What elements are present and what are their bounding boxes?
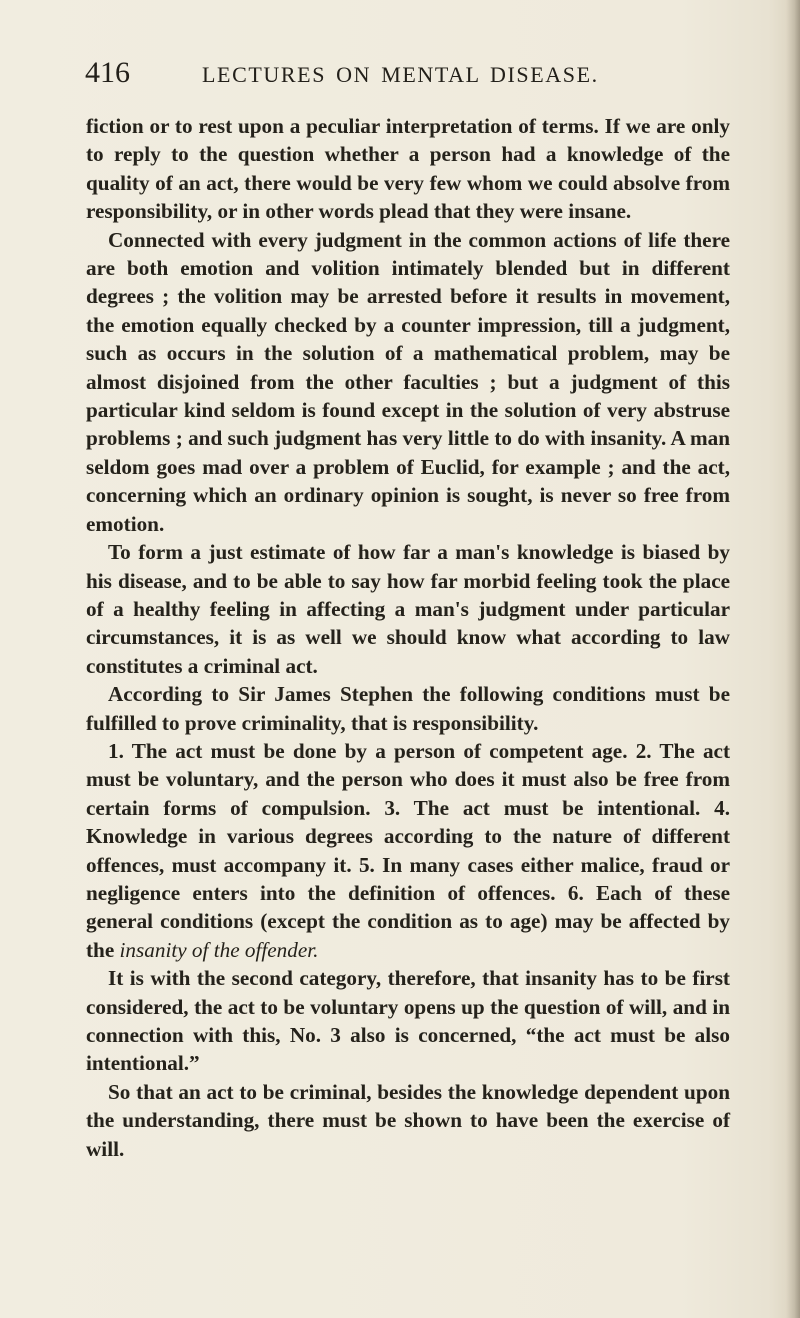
page-number: 416 (85, 56, 130, 89)
paragraph-1: fiction or to rest upon a peculiar interpretation of terms. If we are only to reply to the question whether a person had a knowledge of the quality of an act, there would be very few whom we could absolve from responsibility, or in other words plead that they were insane. (86, 114, 730, 224)
italic-phrase: insanity of the offender. (119, 937, 319, 962)
body-text (86, 112, 730, 1163)
paragraph-3: To form a just estimate of how far a man's knowledge is biased by his disease, and to be able to say how far morbid feeling took the place of a healthy feeling in affecting a man's judgment under particular circumstances, it is as well we should know what according to law constitutes a criminal act. (86, 540, 730, 678)
paragraph-2: Connected with every judgment in the common actions of life there are both emotion and volition intimately blended but in different degrees ; the volition may be arrested before it results in movement, the emotion equally checked by a counter impression, till a judgment, such as occurs in the solution of a mathematical problem, may be almost disjoined from the other faculties ; but a judgment of this particular kind seldom is found except in the solution of very abstruse problems ; and such judgment has very little to do with insanity. A man seldom goes mad over a problem of Euclid, for example ; and the act, concerning which an ordinary opinion is sought, is never so free from emotion. (86, 227, 730, 536)
paragraph-6: It is with the second category, therefore, that insanity has to be first considered, the act to be voluntary opens up the question of will, and in connection with this, No. 3 also is concerned, “the act must be also intentional.” (86, 966, 730, 1076)
running-title: LECTURES ON MENTAL DISEASE. (202, 62, 599, 87)
conditions-list-text: 1. The act must be done by a person of competent age. 2. The act must be voluntary, and the person who does it must also be free from certain forms of compulsion. 3. The act must be intentional. 4. Knowledge in various degrees according to the nature of different offences, must accompany it. 5. In many cases either malice, fraud or negligence enters into the definition of offences. 6. Each of these general conditions (except the condition as to age) may be affected by the (86, 738, 730, 962)
paragraph-4: According to Sir James Stephen the following conditions must be fulfilled to prove criminality, that is responsibility. (86, 682, 730, 735)
paragraph-5 (86, 737, 730, 964)
running-head (85, 56, 725, 96)
paragraph-7: So that an act to be criminal, besides the knowledge dependent upon the understanding, there must be shown to have been the exercise of will. (86, 1079, 730, 1161)
page-edge-shadow (786, 0, 800, 1318)
